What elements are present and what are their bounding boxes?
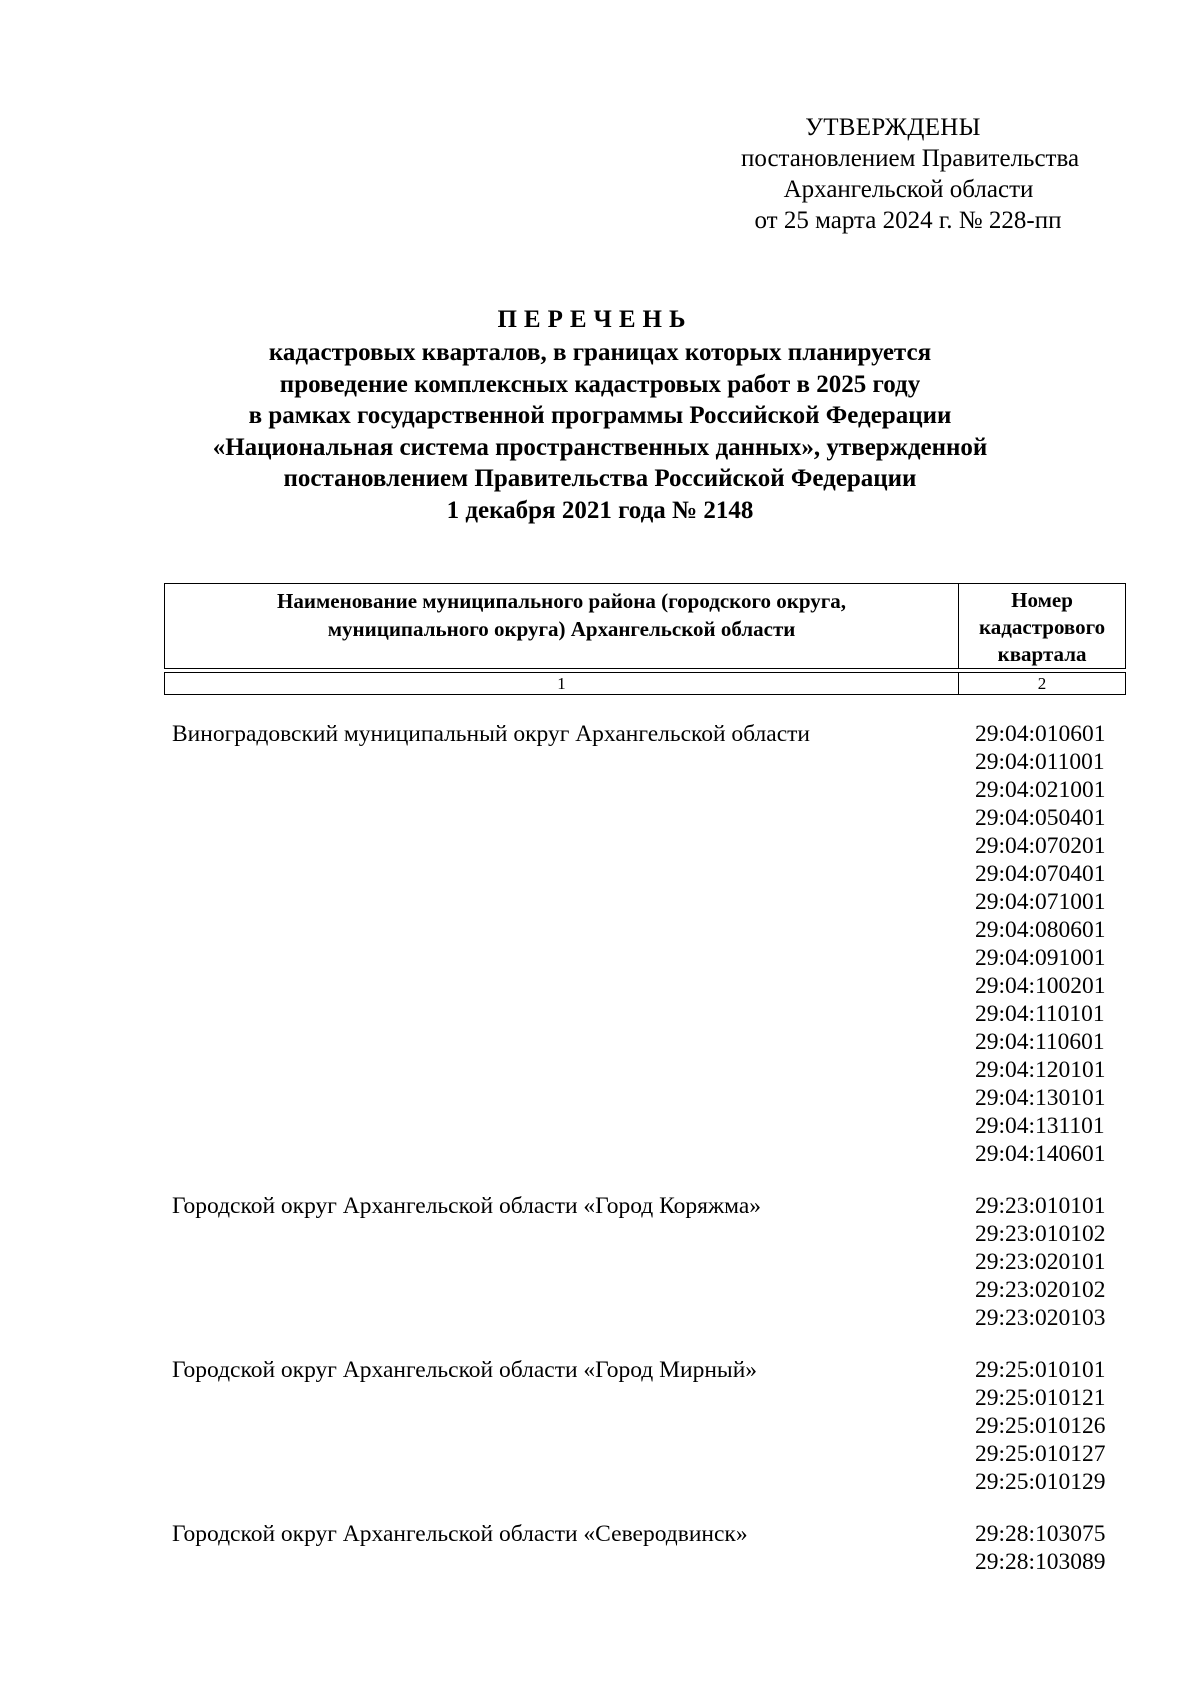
cadastral-code: 29:04:110601: [975, 1029, 1105, 1055]
cadastral-code: 29:23:010102: [975, 1221, 1106, 1247]
approval-heading: УТВЕРЖДЕНЫ: [805, 114, 981, 141]
approval-date-line: от 25 марта 2024 г. № 228-пп: [754, 207, 1062, 234]
column-header-cadastral-number: [959, 584, 1126, 669]
district-name: Городской округ Архангельской области «Город Мирный»: [172, 1357, 758, 1383]
title-line: «Национальная система пространственных данных», утвержденной: [212, 433, 988, 461]
cadastral-code: 29:04:100201: [975, 973, 1106, 999]
district-group: [172, 1520, 1122, 1576]
cadastral-codes: [975, 720, 1122, 1168]
cadastral-code: 29:04:021001: [975, 777, 1106, 803]
cadastral-code: 29:04:080601: [975, 917, 1106, 943]
title-line: постановлением Правительства Российской Федерации: [283, 465, 917, 493]
cadastral-code: 29:04:050401: [975, 805, 1106, 831]
header-line: квартала: [997, 642, 1087, 666]
column-header-district: [165, 584, 959, 669]
title-line: 1 декабря 2021 года № 2148: [446, 496, 754, 524]
cadastral-code: 29:04:131101: [975, 1113, 1105, 1139]
title-line: проведение комплексных кадастровых работ в 2025 году: [279, 370, 921, 398]
header-line: муниципального округа) Архангельской области: [327, 617, 796, 641]
district-name: Городской округ Архангельской области «Город Коряжма»: [172, 1193, 762, 1219]
approval-line: Архангельской области: [783, 176, 1034, 203]
header-line: Наименование муниципального района (городского округа,: [277, 589, 847, 613]
cadastral-code: 29:28:103075: [975, 1521, 1106, 1547]
approval-line: постановлением Правительства: [740, 145, 1080, 172]
approval-block: [700, 112, 1110, 236]
cadastral-code: 29:25:010101: [975, 1357, 1106, 1383]
cadastral-code: 29:04:010601: [975, 721, 1106, 747]
cadastral-code: 29:23:020102: [975, 1277, 1106, 1303]
column-number: 1: [165, 673, 959, 695]
cadastral-code: 29:23:020101: [975, 1249, 1106, 1275]
district-name: Городской округ Архангельской области «Северодвинск»: [172, 1521, 748, 1547]
cadastral-code: 29:04:071001: [975, 889, 1106, 915]
cadastral-codes: [975, 1192, 1122, 1332]
cadastral-code: 29:25:010129: [975, 1469, 1106, 1495]
cadastral-code: 29:23:020103: [975, 1305, 1106, 1331]
district-group: [172, 1356, 1122, 1496]
cadastral-code: 29:23:010101: [975, 1193, 1106, 1219]
cadastral-code: 29:25:010127: [975, 1441, 1106, 1467]
district-name: Виноградовский муниципальный округ Архангельской области: [172, 721, 810, 747]
column-number-row: [165, 673, 1126, 695]
header-line: Номер: [1011, 588, 1073, 612]
header-line: кадастрового: [978, 615, 1106, 639]
cadastral-code: 29:04:091001: [975, 945, 1106, 971]
cadastral-code: 29:28:103089: [975, 1549, 1106, 1575]
district-group: [172, 720, 1122, 1168]
cadastral-code: 29:04:070401: [975, 861, 1106, 887]
cadastral-code: 29:25:010126: [975, 1413, 1106, 1439]
cadastral-code: 29:25:010121: [975, 1385, 1106, 1411]
cadastral-codes: [975, 1520, 1122, 1576]
cadastral-code: 29:04:140601: [975, 1141, 1106, 1167]
cadastral-code: 29:04:070201: [975, 833, 1106, 859]
header-row: [165, 584, 1126, 669]
document-title-block: [130, 303, 1070, 527]
cadastral-code: 29:04:130101: [975, 1085, 1106, 1111]
title-line: кадастровых кварталов, в границах которых планируется: [268, 339, 932, 366]
cadastral-code: 29:04:120101: [975, 1057, 1106, 1083]
cadastral-code: 29:04:011001: [975, 749, 1105, 775]
district-list: [172, 720, 1122, 1600]
document-title: ПЕРЕЧЕНЬ: [497, 306, 693, 333]
cadastral-codes: [975, 1356, 1122, 1496]
cadastral-code: 29:04:110101: [975, 1001, 1105, 1027]
title-line: в рамках государственной программы Российской Федерации: [248, 402, 952, 430]
column-number: 2: [959, 673, 1126, 695]
table-header: [164, 583, 1126, 695]
district-group: [172, 1192, 1122, 1332]
